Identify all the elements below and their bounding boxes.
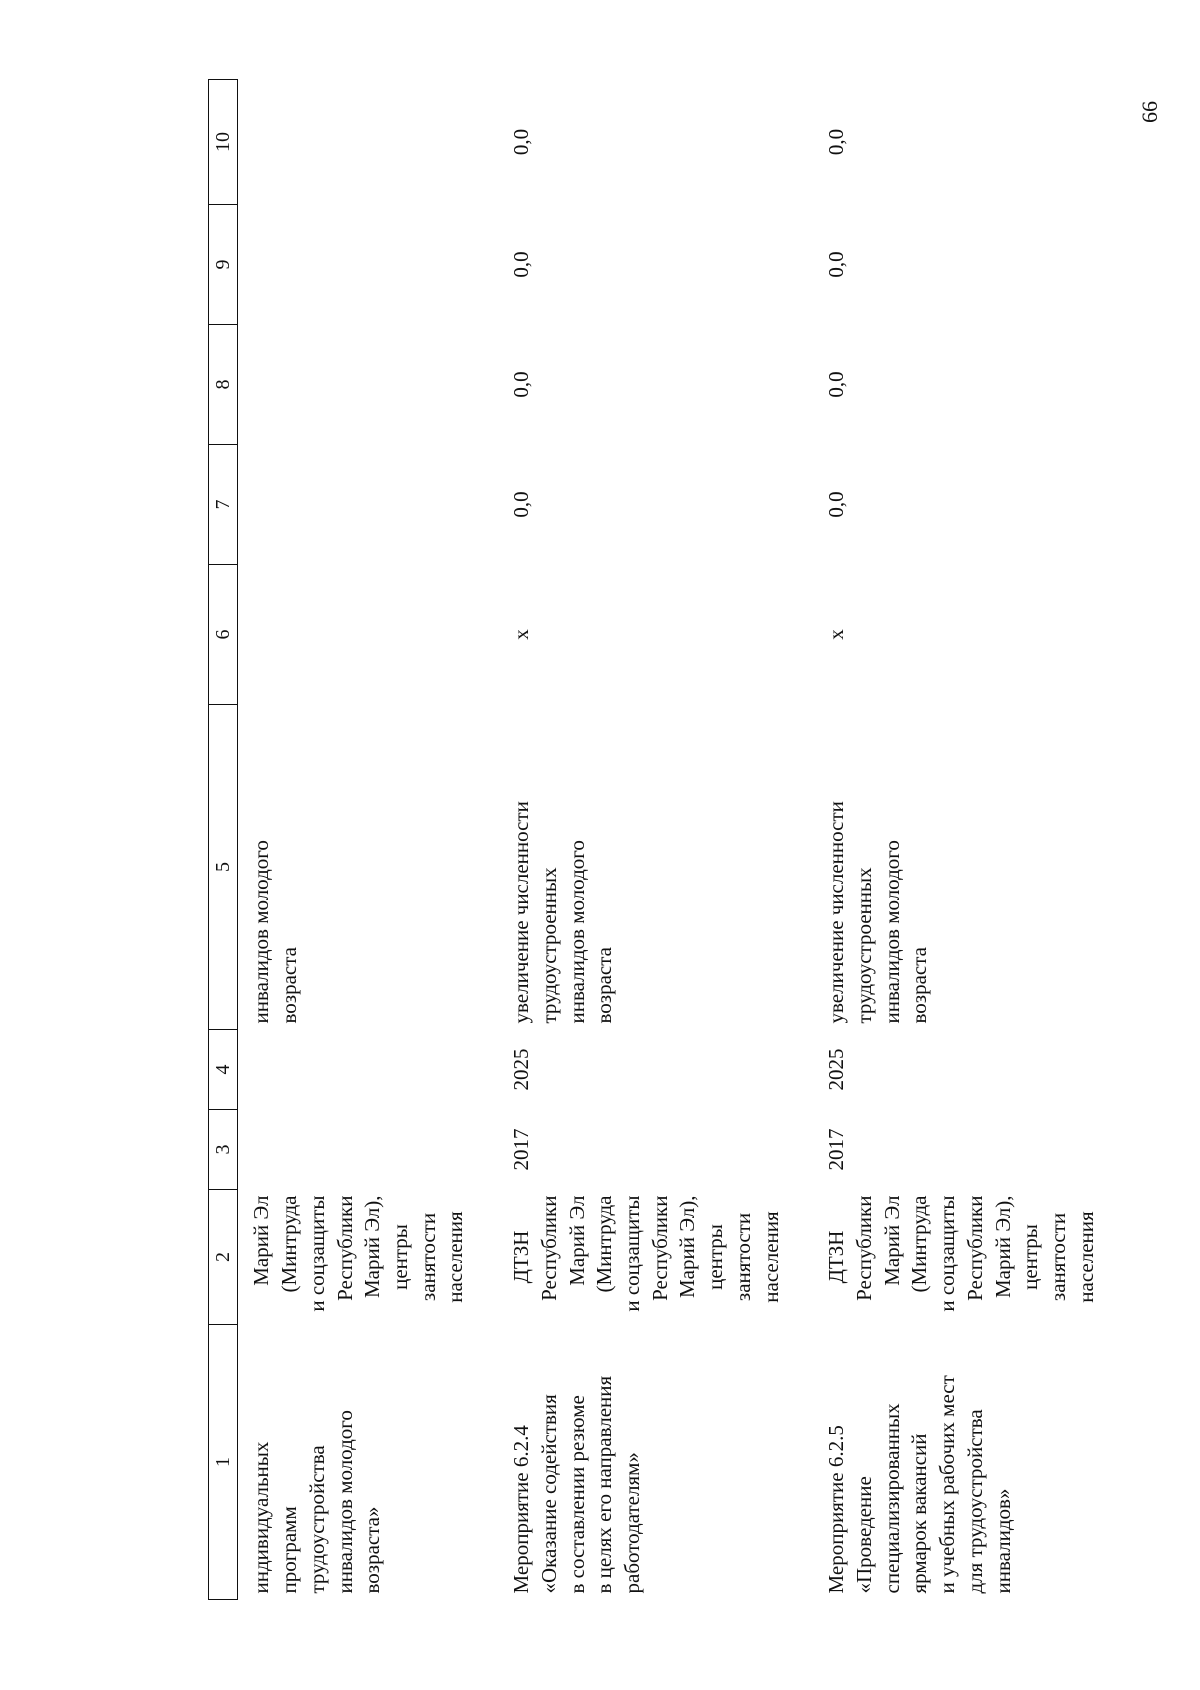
col7-cell: 0,0 (824, 491, 849, 518)
measure-name-line: инвалидов молодого (332, 1410, 357, 1594)
measure-name-line: «Проведение (852, 1476, 877, 1594)
executor-line: населения (758, 1211, 783, 1303)
header-col-10: 10 (209, 80, 238, 205)
measure-name-line: специализированных (879, 1403, 904, 1594)
result-line: инвалидов молодого (564, 840, 589, 1024)
header-col-6: 6 (209, 565, 238, 705)
header-col-4: 4 (209, 1030, 238, 1110)
measure-name-line: для трудоустройства (962, 1409, 987, 1594)
executor-line: населения (443, 1211, 468, 1303)
header-col-9: 9 (209, 205, 238, 325)
result-cell (821, 705, 1100, 1030)
header-col-1: 1 (209, 1325, 238, 1600)
result-line: возраста (277, 947, 302, 1024)
executor-line: Республики (852, 1195, 877, 1301)
end-year-cell: 2025 (509, 1048, 534, 1091)
col10-cell: 0,0 (509, 128, 534, 156)
executor-line: Республики (962, 1195, 987, 1301)
executor-line: Республики (536, 1195, 561, 1301)
executor-line: населения (1073, 1211, 1098, 1303)
start-year-cell (238, 1110, 470, 1190)
start-year-cell: 2017 (824, 1128, 849, 1171)
measure-name-line: в составлении резюме (564, 1395, 589, 1594)
executor-line: центры (1018, 1224, 1043, 1290)
col6-cell: x (509, 629, 534, 640)
col8-cell: 0,0 (824, 371, 849, 398)
row-spacer (785, 80, 821, 1600)
result-line: инвалидов молодого (249, 840, 274, 1024)
result-line: увеличение численности (509, 801, 534, 1024)
measure-name-line: работодателям» (620, 1452, 645, 1594)
executor-line: ДТЗН (824, 1230, 849, 1284)
result-cell (506, 705, 785, 1030)
row-spacer (470, 80, 506, 1600)
table-row (238, 80, 470, 1600)
col6-cell: x (824, 629, 849, 640)
executor-line: Республики (332, 1195, 357, 1301)
program-table (208, 79, 1101, 1600)
end-year-cell (238, 1030, 470, 1110)
measure-name-line: возраста» (360, 1506, 385, 1594)
measure-name-line: программ (277, 1506, 302, 1594)
executor-line: (Минтруда (907, 1195, 932, 1293)
result-line: возраста (907, 947, 932, 1024)
executor-line: ДТЗН (509, 1230, 534, 1284)
executor-cell (821, 1190, 1100, 1325)
start-year-cell: 2017 (509, 1128, 534, 1171)
executor-line: и соцзащиты (620, 1195, 645, 1312)
executor-line: и соцзащиты (935, 1195, 960, 1312)
measure-name-line: Мероприятие 6.2.5 (824, 1425, 849, 1594)
executor-line: Марий Эл (879, 1195, 904, 1286)
measure-name-cell (821, 1325, 1100, 1600)
result-line: увеличение численности (824, 801, 849, 1024)
col10-cell (238, 80, 470, 205)
result-cell (238, 705, 470, 1030)
result-line: трудоустроенных (536, 867, 561, 1024)
executor-cell (238, 1190, 470, 1325)
col9-cell (238, 205, 470, 325)
executor-line: занятости (1046, 1212, 1071, 1302)
header-col-3: 3 (209, 1110, 238, 1190)
executor-line: Марий Эл (564, 1195, 589, 1286)
executor-line: центры (387, 1224, 412, 1290)
result-line: трудоустроенных (852, 867, 877, 1024)
col7-cell: 0,0 (509, 491, 534, 518)
header-col-7: 7 (209, 445, 238, 565)
measure-name-line: трудоустройства (304, 1445, 329, 1594)
col10-cell: 0,0 (824, 128, 849, 156)
executor-line: (Минтруда (277, 1195, 302, 1293)
measure-name-line: в целях его направления (592, 1375, 617, 1594)
measure-name-cell (506, 1325, 785, 1600)
rotated-table-container (208, 80, 1098, 1600)
header-col-5: 5 (209, 705, 238, 1030)
col7-cell (238, 445, 470, 565)
col9-cell: 0,0 (509, 251, 534, 278)
executor-line: и соцзащиты (304, 1195, 329, 1312)
executor-cell (506, 1190, 785, 1325)
executor-line: Марий Эл), (990, 1195, 1015, 1299)
executor-line: Республики (647, 1195, 672, 1301)
executor-line: занятости (730, 1212, 755, 1302)
executor-line: центры (703, 1224, 728, 1290)
col8-cell: 0,0 (509, 371, 534, 398)
executor-line: Марий Эл), (675, 1195, 700, 1299)
measure-name-line: инвалидов» (990, 1488, 1015, 1594)
measure-name-line: и учебных рабочих мест (935, 1375, 960, 1594)
executor-line: занятости (415, 1212, 440, 1302)
measure-name-line: Мероприятие 6.2.4 (509, 1425, 534, 1594)
end-year-cell: 2025 (824, 1048, 849, 1091)
measure-name-line: «Оказание содействия (536, 1394, 561, 1594)
header-col-2: 2 (209, 1190, 238, 1325)
table-row (506, 80, 785, 1600)
header-col-8: 8 (209, 325, 238, 445)
col9-cell: 0,0 (824, 251, 849, 278)
table-header-row (209, 80, 238, 1600)
table-row (821, 80, 1100, 1600)
executor-line: Марий Эл), (360, 1195, 385, 1299)
measure-name-line: индивидуальных (249, 1441, 274, 1594)
executor-line: (Минтруда (592, 1195, 617, 1293)
measure-name-line: ярмарок вакансий (907, 1433, 932, 1594)
measure-name-cell (238, 1325, 470, 1600)
col8-cell (238, 325, 470, 445)
col6-cell (238, 565, 470, 705)
page-number: 66 (1137, 101, 1162, 123)
executor-line: Марий Эл (249, 1195, 274, 1286)
result-line: возраста (592, 947, 617, 1024)
result-line: инвалидов молодого (879, 840, 904, 1024)
